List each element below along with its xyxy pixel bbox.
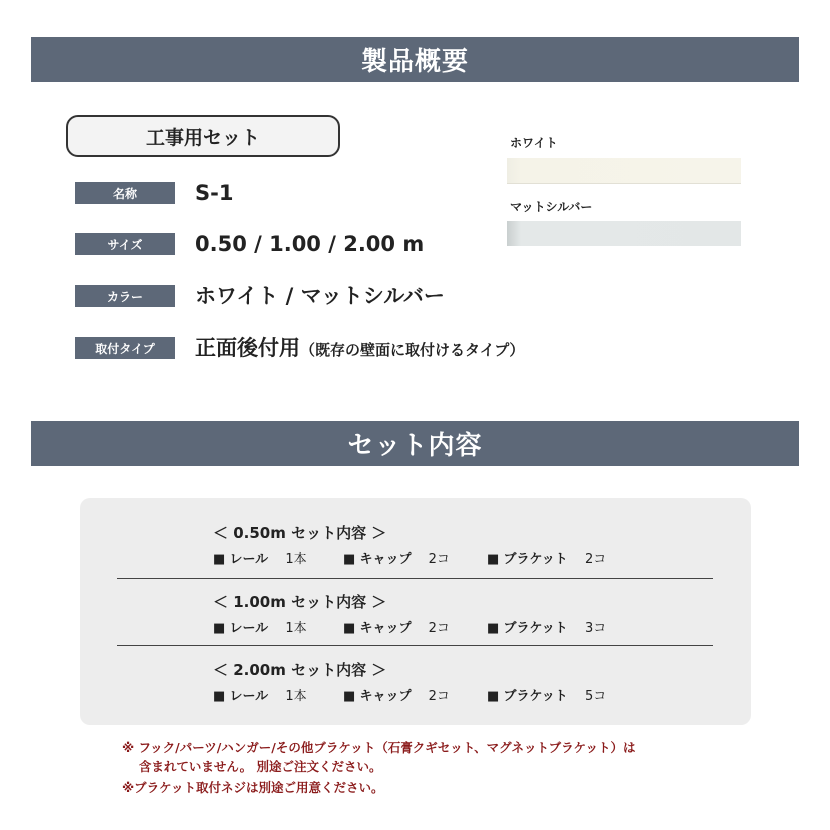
- set-title: ＜ 2.00m セット内容 ＞: [213, 661, 387, 679]
- product-overview-banner: [31, 37, 799, 82]
- spec-value-size: 0.50 / 1.00 / 2.00 m: [195, 232, 425, 256]
- set-item-bracket: ■ ブラケット 5コ: [487, 689, 607, 704]
- set-item-bracket: ■ ブラケット 2コ: [487, 552, 607, 567]
- mount-type-note: （既存の壁面に取付けるタイプ）: [300, 341, 525, 359]
- spec-label-mount-type: 取付タイプ: [75, 337, 175, 359]
- spec-label-name: 名称: [75, 182, 175, 204]
- note-line-2: 含まれていません。 別途ご注文ください。: [122, 759, 382, 774]
- spec-label-size: サイズ: [75, 233, 175, 255]
- color-swatch-matte-silver: [507, 221, 741, 246]
- mount-type-value: 正面後付用: [195, 336, 300, 360]
- set-item-rail: ■ レール 1本: [213, 552, 307, 567]
- banner-title: 製品概要: [360, 47, 469, 77]
- swatch-label-white: ホワイト: [510, 136, 558, 150]
- set-title: ＜ 0.50m セット内容 ＞: [213, 524, 387, 542]
- set-type-pill: [66, 115, 340, 157]
- set-item-bracket: ■ ブラケット 3コ: [487, 621, 607, 636]
- set-contents-banner: [31, 421, 799, 466]
- divider: [117, 578, 713, 579]
- set-type-label: 工事用セット: [145, 126, 260, 149]
- spec-value-color: ホワイト / マットシルバー: [195, 284, 445, 308]
- set-item-rail: ■ レール 1本: [213, 621, 307, 636]
- divider: [117, 645, 713, 646]
- banner-title: セット内容: [347, 431, 483, 461]
- set-contents-box: [80, 498, 751, 725]
- set-item-rail: ■ レール 1本: [213, 689, 307, 704]
- set-item-cap: ■ キャップ 2コ: [343, 689, 450, 704]
- set-item-cap: ■ キャップ 2コ: [343, 621, 450, 636]
- color-swatch-white: [507, 158, 741, 184]
- spec-value-mount-type: [195, 338, 524, 359]
- set-item-cap: ■ キャップ 2コ: [343, 552, 450, 567]
- set-title: ＜ 1.00m セット内容 ＞: [213, 593, 387, 611]
- spec-value-name: S-1: [195, 181, 234, 205]
- spec-label-color: カラー: [75, 285, 175, 307]
- note-line-3: ※ブラケット取付ネジは別途ご用意ください。: [122, 780, 384, 795]
- swatch-label-silver: マットシルバー: [510, 200, 593, 214]
- note-line-1: ※ フック/パーツ/ハンガー/その他ブラケット（石膏クギセット、マグネットブラケット）は: [122, 740, 636, 755]
